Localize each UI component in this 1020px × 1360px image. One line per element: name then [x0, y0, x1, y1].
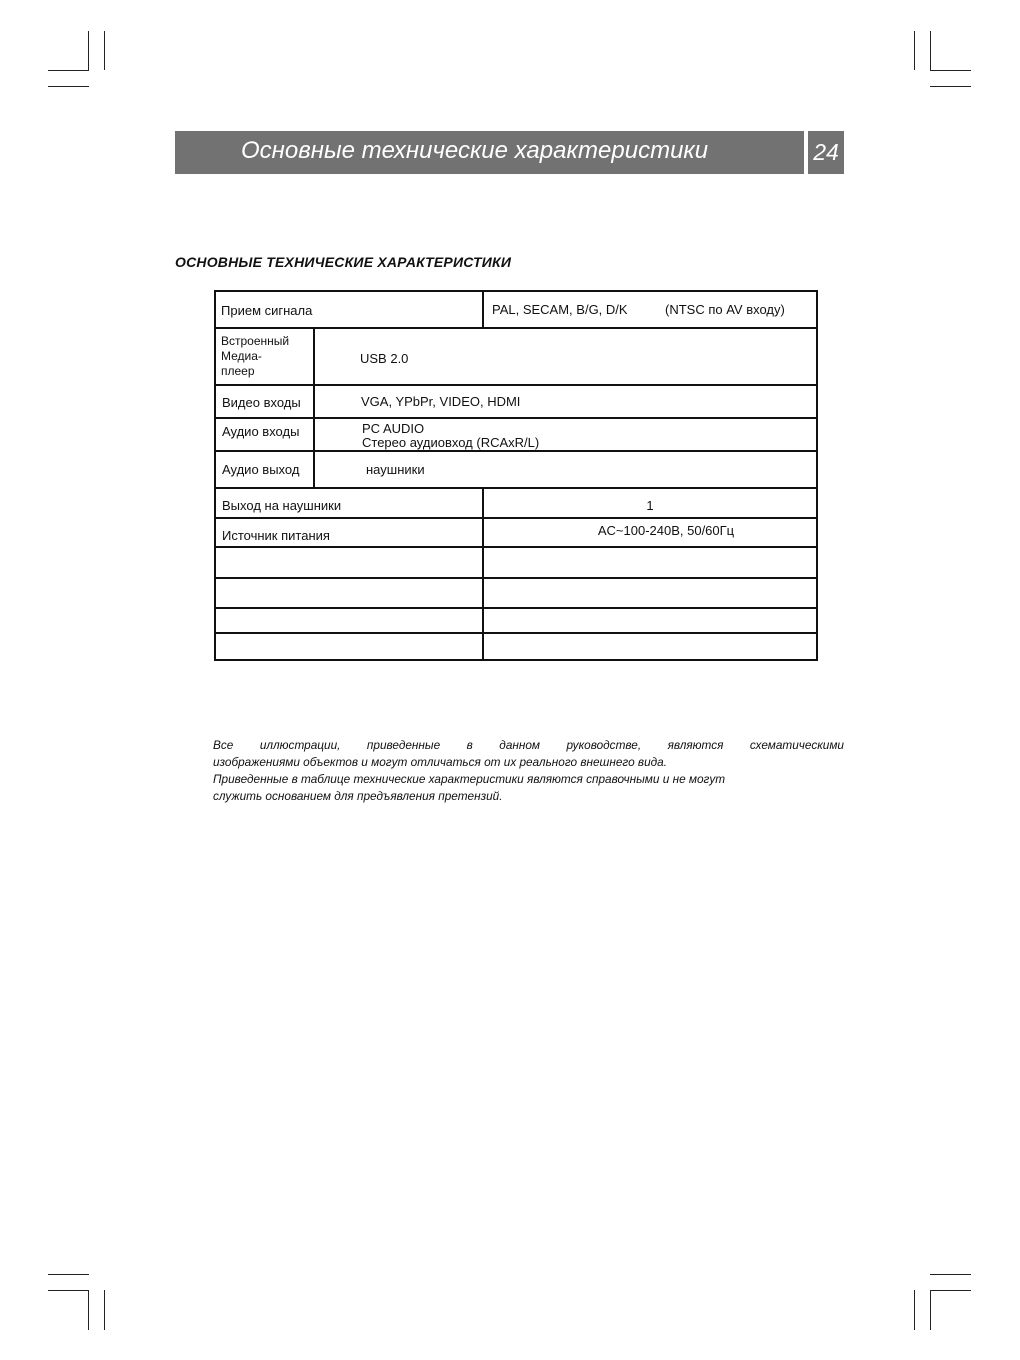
crop-mark: [88, 31, 89, 70]
crop-mark: [930, 1290, 931, 1330]
crop-mark: [104, 1290, 105, 1330]
table-rule: [216, 517, 816, 519]
crop-mark: [48, 70, 89, 71]
headphones-label: Выход на наушники: [222, 498, 342, 513]
crop-mark: [930, 1274, 971, 1275]
signal-label: Прием сигнала: [221, 303, 313, 318]
crop-mark: [48, 86, 89, 87]
page-number-box: [808, 131, 844, 174]
audio-out-value: наушники: [366, 462, 425, 477]
table-rule: [216, 487, 816, 489]
power-label: Источник питания: [222, 528, 330, 543]
media-label-line: плеер: [221, 364, 255, 378]
table-rule: [216, 632, 816, 634]
table-rule: [216, 546, 816, 548]
table-rule: [216, 327, 816, 329]
audio-in-value-line: Стерео аудиовход (RCAxR/L): [362, 435, 540, 450]
crop-mark: [104, 31, 105, 70]
video-in-value: VGA, YPbPr, VIDEO, HDMI: [361, 394, 521, 409]
disclaimer: [213, 737, 844, 805]
media-value: USB 2.0: [360, 351, 409, 366]
table-rule: [216, 384, 816, 386]
page-title: Основные технические характеристики: [241, 137, 709, 164]
section-heading: ОСНОВНЫЕ ТЕХНИЧЕСКИЕ ХАРАКТЕРИСТИКИ: [175, 254, 512, 270]
specs-table: [214, 290, 818, 661]
disclaimer-line: изображениями объектов и могут отличаться от их реального внешнего вида.: [213, 755, 668, 769]
disclaimer-line: Приведенные в таблице технические характеристики являются справочными и не могут: [213, 772, 726, 786]
signal-value: PAL, SECAM, B/G, D/K: [492, 302, 628, 317]
crop-mark: [930, 70, 971, 71]
table-rule: [216, 607, 816, 609]
media-label-line: Медиа-: [221, 349, 262, 363]
table-rule: [216, 417, 816, 419]
audio-out-label: Аудио выход: [222, 462, 300, 477]
disclaimer-line: Все иллюстрации, приведенные в данном руководстве, являются схематическими: [213, 738, 844, 752]
crop-mark: [930, 31, 931, 70]
power-value: AC~100-240В, 50/60Гц: [597, 523, 735, 538]
crop-mark: [914, 31, 915, 70]
crop-mark: [48, 1290, 89, 1291]
crop-mark: [914, 1290, 915, 1330]
audio-in-label: Аудио входы: [222, 424, 300, 439]
disclaimer-line: служить основанием для предъявления претензий.: [213, 789, 503, 803]
page-number: 24: [813, 139, 839, 165]
table-rule: [216, 577, 816, 579]
column-divider: [482, 292, 484, 327]
crop-mark: [930, 86, 971, 87]
headphones-value: 1: [646, 498, 654, 513]
crop-mark: [930, 1290, 971, 1291]
crop-mark: [48, 1274, 89, 1275]
signal-note: (NTSC по AV входу): [665, 302, 785, 317]
video-in-label: Видео входы: [222, 395, 301, 410]
table-rule: [216, 450, 816, 452]
audio-in-value-line: PC AUDIO: [362, 421, 425, 436]
media-label-line: Встроенный: [221, 334, 290, 348]
crop-mark: [88, 1290, 89, 1330]
header-bar: [175, 131, 804, 174]
column-divider: [313, 327, 315, 487]
